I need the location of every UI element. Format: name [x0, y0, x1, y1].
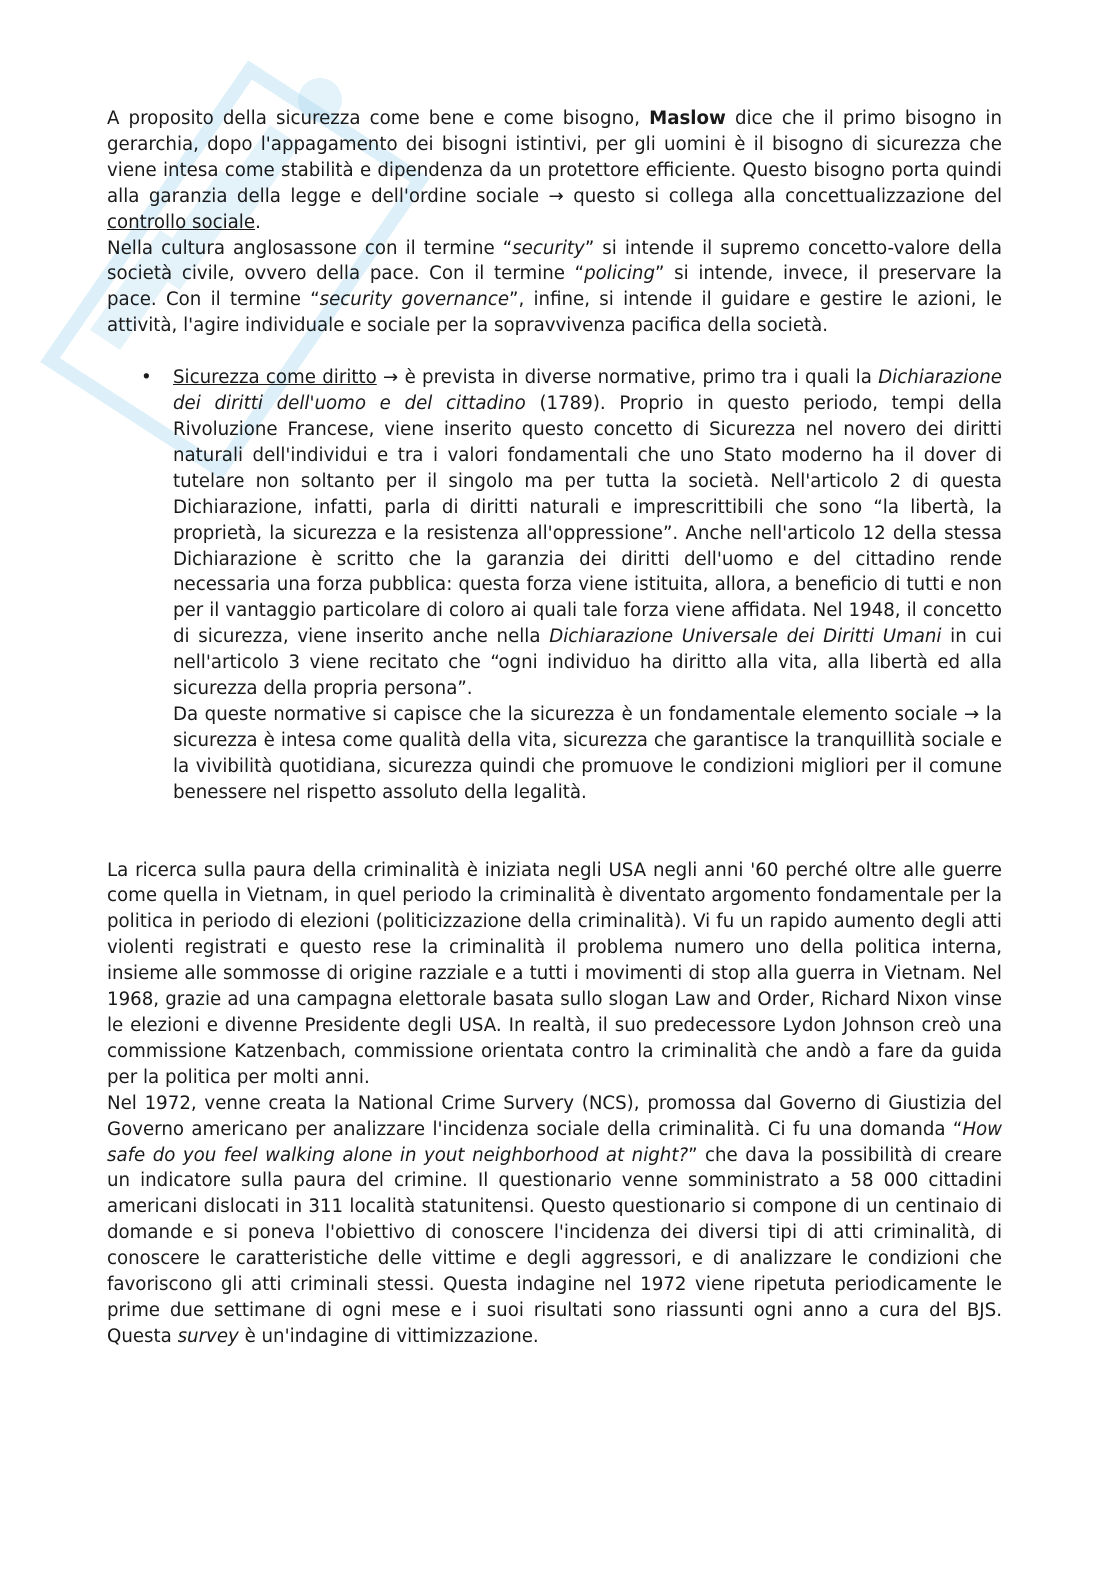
paragraph-ncs-survey — [107, 1091, 1002, 1350]
bullet-followup-paragraph: Da queste normative si capisce che la sicurezza è un fondamentale elemento sociale → la sicurezza è intesa come qualità della vita, sicurezza che garantisce la tranquillità sociale e la vivibilità quotidiana, sicurezza quindi che promuove le condizioni migliori per il comune benessere nel rispetto assoluto della legalità. — [173, 703, 1002, 803]
text-run: A proposito della sicurezza come bene e come bisogno, — [107, 108, 650, 129]
text-run: Nel 1972, venne creata la National Crime Survery (NCS), promossa dal Governo di Giustizia del Governo americano per analizzare l'incidenza sociale della criminalità. Ci fu una domanda “ — [107, 1092, 1002, 1140]
survey-term: survey — [177, 1325, 239, 1347]
maslow-bold: Maslow — [649, 108, 726, 129]
spacer — [107, 339, 1002, 365]
security-term: security — [512, 237, 585, 259]
bullet-list-item — [107, 365, 1002, 805]
text-run: (1789). Proprio in questo periodo, tempi della Rivoluzione Francese, viene inserito questo concetto di Sicurezza nel novero dei diritti naturali dell'individui e tra i valori fondamentali che uno Stato moderno ha il dover di tutelare non soltanto per il singolo ma per tutta la società. Nell'articolo 2 di questa Dichiarazione, infatti, parla di diritti naturali e imprescrittibili che sono “la libertà, la proprietà, la sicurezza e la resistenza all'oppressione”. Anche nell'articolo 12 della stessa Dichiarazione è scritto che la garanzia dei diritti dell'uomo e del cittadino rende necessaria una forza pubblica: questa forza viene istituita, allora, a beneficio di tutti e non per il vantaggio particolare di coloro ai quali tale forza viene affidata. Nel 1948, il concetto di sicurezza, viene inserito anche nella — [173, 393, 1002, 648]
text-run: Nella cultura anglosassone con il termine “ — [107, 237, 513, 259]
bullet-dot-icon: • — [141, 367, 152, 389]
document-page — [107, 106, 1002, 1350]
text-run: → è prevista in diverse normative, primo tra i quali la — [376, 367, 879, 389]
text-run: in cui nell'articolo 3 viene recitato che “ogni individuo ha diritto alla vita, alla libertà ed alla sicurezza della propria persona”. — [173, 626, 1002, 700]
paragraph-security — [107, 236, 1002, 340]
security-governance-term: security governance — [319, 289, 510, 311]
declaration-title: Dichiarazione dei diritti dell'uomo e del cittadino — [173, 367, 1002, 415]
text-run: ” che dava la possibilità di creare un indicatore sulla paura del crimine. Il questionario venne somministrato a 58 000 cittadini americani dislocati in 311 località statunitensi. Questo questionario si compone di un centinaio di domande e si poneva l'obiettivo di conoscere l'incidenza dei diversi tipi di atti criminalità, di conoscere le caratteristiche delle vittime e degli aggressori, e di analizzare le condizioni che favoriscono gli atti criminali stessi. Questa indagine nel 1972 viene ripetuta periodicamente le prime due settimane di ogni mese e i suoi risultati sono riassunti ogni anno a cura del BJS. Questa — [107, 1144, 1002, 1347]
text-run: è un'indagine di vittimizzazione. — [238, 1325, 539, 1347]
survey-question: How safe do you feel walking alone in yout neighborhood at night? — [107, 1118, 1002, 1166]
paragraph-maslow — [107, 106, 1002, 236]
paragraph-usa-research: La ricerca sulla paura della criminalità è iniziata negli USA negli anni '60 perché oltre alle guerre come quella in Vietnam, in quel periodo la criminalità è diventato argomento fondamentale per la politica in periodo di elezioni (politicizzazione della criminalità). Vi fu un rapido aumento degli atti violenti registrati e questo rese la criminalità il problema numero uno della politica interna, insieme alle sommosse di origine razziale e a tutti i movimenti di stop alla guerra in Vietnam. Nel 1968, grazie ad una campagna elettorale basata sullo slogan Law and Order, Richard Nixon vinse le elezioni e divenne Presidente degli USA. In realtà, il suo predecessore Lydon Johnson creò una commissione Katzenbach, commissione orientata contro la criminalità che andò a fare da guida per la politica per molti anni. — [107, 859, 1002, 1088]
controllo-sociale-link[interactable]: controllo sociale — [107, 211, 256, 233]
text-run: dice che il primo bisogno in gerarchia, dopo l'appagamento dei bisogni istintivi, per gli uomini è il bisogno di sicurezza che viene intesa come stabilità e dipendenza da un protettore efficiente. Questo bisogno porta quindi alla garanzia della legge e dell'ordine sociale → questo si collega alla concettualizzazione del — [107, 108, 1003, 207]
text-run: ” si intende, invece, il preservare la pace. Con il termine “ — [107, 263, 1002, 311]
universal-declaration-title: Dichiarazione Universale dei Diritti Umani — [549, 626, 942, 648]
text-run: . — [255, 211, 261, 233]
bullet-paragraph — [173, 365, 1002, 702]
text-run: ” si intende il supremo concetto-valore della società civile, ovvero della pace. Con il termine “ — [107, 237, 1002, 285]
text-run: ”, infine, si intende il guidare e gestire le azioni, le attività, l'agire individuale e sociale per la sopravvivenza pacifica della società. — [107, 289, 1002, 337]
policing-term: policing — [584, 263, 655, 285]
sicurezza-come-diritto-link[interactable]: Sicurezza come diritto — [173, 367, 377, 389]
spacer — [107, 806, 1002, 858]
